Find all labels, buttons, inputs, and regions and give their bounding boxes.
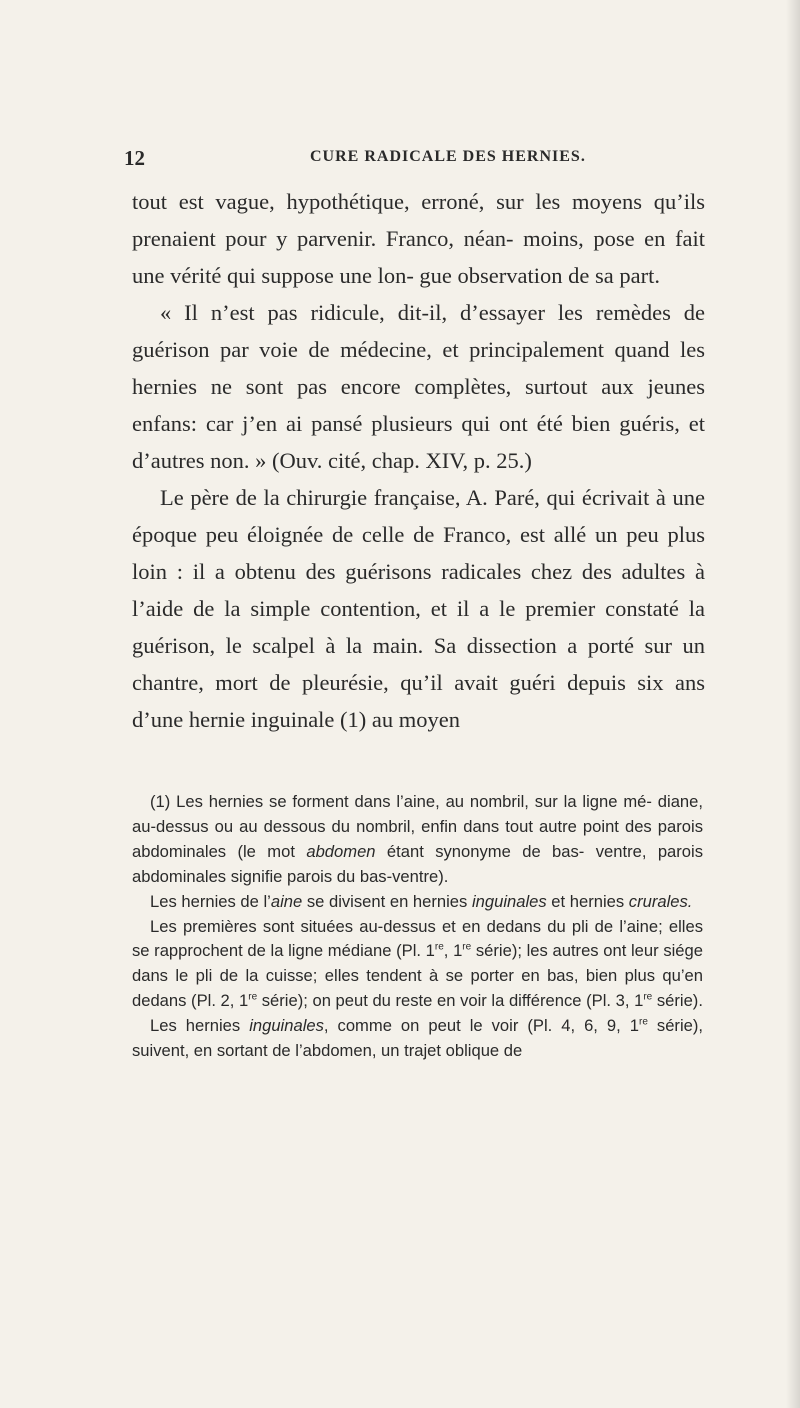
footnote-4 [132,1014,703,1064]
paragraph-3: Le père de la chirurgie française, A. Paré, qui écrivait à une époque peu éloignée de celle de Franco, est allé un peu plus loin : il a obtenu des guérisons radicales chez des adultes à l’aide de la simple contention, et il a le premier constaté la guérison, le scalpel à la main. Sa dissection a porté sur un chantre, mort de pleurésie, qu’il avait guéri depuis six ans d’une hernie inguinale (1) au moyen [132,485,705,732]
footnote-text: série). [652,991,703,1011]
page-number: 12 [124,146,145,170]
superscript: re [638,1016,648,1028]
footnote-text: Les hernies [150,1016,250,1036]
footnote-text: et hernies [546,891,629,911]
footnote-text: (1) Les hernies se forment dans l’aine, au nombril, sur la ligne mé- diane, au-dessus ou au dessous du nombril, enfin dans tout autre point des parois abdominales (le mot [132,792,703,861]
superscript: re [434,941,444,953]
footnote-text: Les premières sont situées au-dessus et en dedans du pli de l’aine; elles se rapprochent de la ligne médiane (Pl. 1 [132,916,703,961]
footnote-italic: inguinales [249,1016,324,1036]
page-edge-shadow [786,0,800,1408]
main-text [132,183,705,738]
footnote-italic: abdomen [306,841,376,861]
superscript: re [462,941,472,953]
superscript: re [248,991,258,1003]
footnote-text: série); les autres ont leur siége dans le pli de la cuisse; elles tendent à se porter en bas, bien plus qu’en dedans (Pl. 2, 1 [132,941,703,1011]
paragraph-2: « Il n’est pas ridicule, dit-il, d’essayer les remèdes de guérison par voie de médecine, et principalement quand les hernies ne sont pas encore complètes, surtout aux jeunes enfans: car j’en ai pansé plusieurs qui ont été bien guéris, et d’autres non. » (Ouv. cité, chap. XIV, p. 25.) [132,300,705,473]
footnote-text: , comme on peut le voir (Pl. 4, 6, 9, 1 [323,1016,639,1036]
footnote-italic: aine [270,891,303,911]
paragraph-1: tout est vague, hypothétique, erroné, sur les moyens qu’ils prenaient pour y parvenir. Franco, néan- moins, pose en fait une vérité qui suppose une lon- gue observation de sa part. [132,189,705,288]
footnote-italic: inguinales [471,891,547,911]
footnote-text: série); on peut du reste en voir la différence (Pl. 3, 1 [257,991,644,1011]
footnote-1 [132,790,703,890]
footnotes [132,790,703,1064]
footnote-text: étant synonyme de bas- ventre, parois abdominales signifie parois du bas-ventre). [132,841,704,886]
footnote-3 [132,915,703,1015]
footnote-2 [132,890,703,915]
footnote-text: se divisent en hernies [302,891,472,911]
running-header [124,146,698,176]
footnote-italic: crurales. [628,891,693,911]
footnote-text: , 1 [443,941,463,961]
running-title: CURE RADICALE DES HERNIES. [310,148,586,165]
footnote-text: série), suivent, en sortant de l’abdomen, un trajet oblique de [132,1016,703,1061]
footnote-text: Les hernies de l’ [150,891,271,911]
superscript: re [643,991,653,1003]
